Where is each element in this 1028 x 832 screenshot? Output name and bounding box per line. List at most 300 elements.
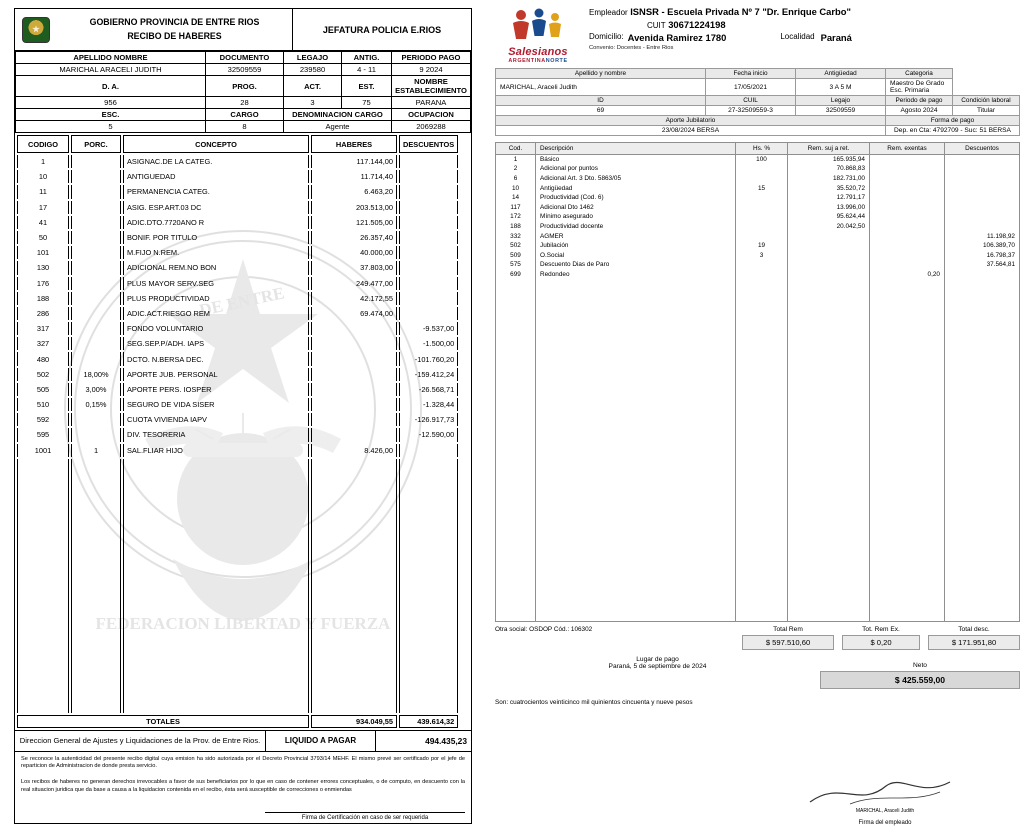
svg-text:DE ENTRE: DE ENTRE [197,283,287,320]
cell-hs [736,222,788,232]
logo-title: Salesianos [508,46,568,58]
cell-desc [945,270,1020,280]
cell-descuentos [399,170,458,183]
cell-haberes [311,398,397,411]
cell-rem: 182.731,00 [788,174,870,184]
col-apellido-nombre: Apellido y nombre [496,69,706,79]
cell-cod: 6 [496,174,536,184]
cell-exentas [870,164,945,174]
cell-porc [71,292,121,305]
right-receipt [495,6,1020,826]
cell-haberes: 26.357,40 [311,231,397,244]
cell-desc [945,212,1020,222]
cell-hs: 3 [736,250,788,260]
cell-codigo: 41 [17,216,69,229]
col-fecha-inicio: Fecha inicio [706,69,796,79]
cell-porc: 3,00% [71,383,121,396]
cell-rem: 20.042,50 [788,222,870,232]
cell-descuentos [399,185,458,198]
cell-concepto: DIV. TESORERIA [123,428,309,441]
table-row [17,383,458,396]
cell-codigo: 505 [17,383,69,396]
cell-descripcion: Productividad docente [536,222,736,232]
cell-haberes: 69.474,00 [311,307,397,320]
val-act: 3 [284,97,342,109]
cell-descripcion: Redondeo [536,270,736,280]
logo-subtitle-argentina: ARGENTINA [508,58,546,64]
col-periodo-pago: PERIODO PAGO [392,52,471,64]
cell-concepto: ADIC.DTO.7720ANO R [123,216,309,229]
col-antiguedad: Antigüedad [796,69,886,79]
total-rem-ex-box [842,626,920,650]
cell-descripcion: Adicional Dto 1462 [536,202,736,212]
cell-haberes: 117.144,00 [311,155,397,168]
cell-descripcion: Adicional por puntos [536,164,736,174]
legal-note-2: Los recibos de haberes no generan derechos irrevocables a favor de sus beneficiarios por lo que en caso de contener errores conceptuales, o de computo, en descuento con la real situacion juridica que da base a causa a la liquidacion contenida en el recibo, ésta será susceptible de correcciones o enmiendas [21,779,465,793]
cell-haberes: 40.000,00 [311,246,397,259]
neto-label: Neto [913,661,927,669]
cell-concepto: SAL.FLIAR HIJO [123,444,309,457]
totales-label: TOTALES [17,715,309,728]
cell-exentas [870,202,945,212]
cell-codigo: 101 [17,246,69,259]
cell-desc: 37.564,81 [945,260,1020,270]
cell-descuentos [399,231,458,244]
domicilio-value: Avenida Ramirez 1780 [627,32,727,43]
cell-porc [71,201,121,214]
cell-descuentos: -126.917,73 [399,413,458,426]
cell-porc [71,170,121,183]
cell-descuentos: -1.500,00 [399,337,458,350]
table-row [17,413,458,426]
salesianos-figures-icon [495,8,581,46]
cell-porc [71,322,121,335]
cell-cod: 332 [496,231,536,241]
total-desc-box [928,626,1020,650]
cell-cod: 509 [496,250,536,260]
table-row [17,261,458,274]
logo-subtitle [495,58,581,64]
cell-concepto: PERMANENCIA CATEG. [123,185,309,198]
table-row [17,428,458,441]
col-categoria: Categoria [886,69,953,79]
val-prog: 28 [206,97,284,109]
col-prog: PROG. [206,76,284,97]
col-est: EST. [342,76,392,97]
cell-concepto: M.FIJO N.REM. [123,246,309,259]
cell-exentas [870,193,945,203]
col-id: ID [496,96,706,106]
aporte-value: 23/08/2024 BERSA [496,126,886,136]
cell-descripcion: O.Social [536,250,736,260]
cell-descuentos [399,246,458,259]
cell-exentas [870,183,945,193]
neto-value: $ 425.559,00 [820,671,1020,689]
cell-descuentos [399,216,458,229]
total-rem-ex-label: Tot. Rem Ex. [862,625,900,633]
cell-porc [71,185,121,198]
cell-descuentos [399,444,458,457]
col-documento: DOCUMENTO [206,52,284,64]
signature-scribble-icon [790,774,980,808]
cell-haberes: 121.505,00 [311,216,397,229]
cell-desc [945,155,1020,165]
cell-concepto: FONDO VOLUNTARIO [123,322,309,335]
cell-haberes: 203.513,00 [311,201,397,214]
cell-concepto: ASIGNAC.DE LA CATEG. [123,155,309,168]
legal-note-1: Se reconoce la autenticidad del presente recibo digital cuya emision ha sido autorizada por el Decreto Provincial 3793/14 MEHF. El mismo prevé ser certificado por el jefe de reparticion de Administracion de donde presta servicio. [21,755,465,770]
forma-pago-value: Dep. en Cta: 4792709 - Suc: 51 BERSA [886,126,1020,136]
col-porc: PORC. [71,135,121,153]
totales-haberes: 934.049,55 [311,715,397,728]
localidad-label: Localidad [780,32,815,41]
cell-codigo: 188 [17,292,69,305]
cell-rem: 12.791,17 [788,193,870,203]
val-cargo: 8 [206,121,284,133]
totals-row [17,715,458,728]
table-row [17,231,458,244]
logo-subtitle-norte: NORTE [545,58,568,64]
cell-concepto: ANTIGUEDAD [123,170,309,183]
table-row [496,164,1020,174]
cell-descuentos [399,261,458,274]
cell-haberes: 8.426,00 [311,444,397,457]
cell-codigo: 480 [17,352,69,365]
cell-cod: 172 [496,212,536,222]
cell-porc: 1 [71,444,121,457]
val-da: 956 [16,97,206,109]
employer-line [589,6,1020,17]
cell-cod: 10 [496,183,536,193]
table-row [16,76,471,97]
val-ocupacion: 2069288 [392,121,471,133]
total-desc-label: Total desc. [958,625,990,633]
cell-codigo: 317 [17,322,69,335]
table-row [496,96,1020,106]
cell-concepto: BONIF. POR TITULO [123,231,309,244]
cell-desc [945,183,1020,193]
cell-codigo: 327 [17,337,69,350]
cell-exentas [870,241,945,251]
col-cod: Cod. [496,143,536,155]
table-row [16,64,471,76]
col-ocupacion: OCUPACION [392,109,471,121]
cuit-line [589,19,1020,30]
table-row [496,116,1020,126]
cell-concepto: PLUS MAYOR SERV.SEG [123,277,309,290]
col-condicion-laboral: Condición laboral [953,96,1020,106]
cell-concepto: APORTE JUB. PERSONAL [123,368,309,381]
lugar-label: Lugar de pago [636,655,679,663]
table-row [496,202,1020,212]
cell-hs [736,231,788,241]
cell-haberes: 37.803,00 [311,261,397,274]
col-descuentos: Descuentos [945,143,1020,155]
col-cargo: CARGO [206,109,284,121]
cell-hs [736,270,788,280]
cell-cod: 699 [496,270,536,280]
col-rem-suj-ret: Rem. suj a ret. [788,143,870,155]
domicilio-label: Domicilio: [589,32,624,41]
table-row [16,109,471,121]
total-rem-label: Total Rem [773,625,803,633]
forma-pago-label: Forma de pago [886,116,1020,126]
val-categoria: Maestro De Grado Esc. Primaria [886,79,953,96]
cell-cod: 188 [496,222,536,232]
liquido-row [15,730,471,752]
liquido-org: Direccion General de Ajustes y Liquidaciones de la Prov. de Entre Rios. [15,731,266,751]
spacer-row [17,459,458,713]
table-row [496,183,1020,193]
cell-desc: 106.389,70 [945,241,1020,251]
cell-porc: 18,00% [71,368,121,381]
cell-concepto: DCTO. N.BERSA DEC. [123,352,309,365]
col-da: D. A. [16,76,206,97]
cell-concepto: PLUS PRODUCTIVIDAD [123,292,309,305]
cell-porc [71,277,121,290]
cell-descuentos: -12.590,00 [399,428,458,441]
signature-name: MARICHAL, Araceli Judith [855,808,915,814]
cell-desc [945,222,1020,232]
col-cuil: CUIL [706,96,796,106]
cell-concepto: ADIC.ACT.RIESGO REM [123,307,309,320]
cell-hs [736,174,788,184]
col-rem-exentas: Rem. exentas [870,143,945,155]
table-row [16,52,471,64]
cell-hs [736,202,788,212]
col-act: ACT. [284,76,342,97]
total-desc-value: $ 171.951,80 [928,635,1020,650]
left-header [15,9,471,51]
cell-descripcion: AGMER [536,231,736,241]
cell-codigo: 17 [17,201,69,214]
cell-haberes: 249.477,00 [311,277,397,290]
val-cuil: 27-32509559-3 [706,106,796,116]
convenio-line: Convenio: Docentes - Entre Rios [589,45,674,51]
cell-descripcion: Productividad (Cod. 6) [536,193,736,203]
table-row [17,307,458,320]
cell-rem: 70.868,83 [788,164,870,174]
employer-info [581,6,1020,51]
cell-rem: 95.624,44 [788,212,870,222]
cell-codigo: 595 [17,428,69,441]
cell-exentas [870,155,945,165]
lugar-value: Paraná, 5 de septiembre de 2024 [608,662,707,670]
table-row [17,368,458,381]
cell-codigo: 502 [17,368,69,381]
total-rem-ex-value: $ 0,20 [842,635,920,650]
val-nombre-establecimiento: PARANA [392,97,471,109]
val-fecha-inicio: 17/05/2021 [706,79,796,96]
cell-descuentos [399,277,458,290]
cell-cod: 14 [496,193,536,203]
table-row [16,97,471,109]
cell-descuentos [399,307,458,320]
cell-haberes [311,337,397,350]
cell-desc [945,202,1020,212]
cell-desc [945,193,1020,203]
table-row [496,193,1020,203]
cell-hs [736,193,788,203]
domicilio-line [589,32,1020,43]
total-rem-box [742,626,834,650]
cell-porc [71,307,121,320]
col-descuentos: DESCUENTOS [399,135,458,153]
table-row [17,337,458,350]
col-codigo: CODIGO [17,135,69,153]
concepts-body [15,133,471,730]
cell-porc [71,337,121,350]
val-est: 75 [342,97,392,109]
table-row [16,121,471,133]
val-legajo: 239580 [284,64,342,76]
cell-exentas [870,260,945,270]
aporte-jubilatorio-label: Aporte Jubilatorio [496,116,886,126]
table-row [496,241,1020,251]
cell-exentas [870,222,945,232]
table-row [17,352,458,365]
cell-desc: 11.198,92 [945,231,1020,241]
table-row [17,185,458,198]
cell-descripcion: Mínimo asegurado [536,212,736,222]
left-header-org [15,9,293,50]
cell-hs [736,260,788,270]
salesianos-logo [495,6,581,64]
cell-cod: 502 [496,241,536,251]
val-condicion-laboral: Titular [953,106,1020,116]
cell-descripcion: Básico [536,155,736,165]
signature-caption: Firma del empleado [858,820,912,826]
cell-haberes: 42.172,55 [311,292,397,305]
cell-descuentos [399,201,458,214]
cell-codigo: 510 [17,398,69,411]
val-antig: 4 - 11 [342,64,392,76]
cell-codigo: 10 [17,170,69,183]
table-row [496,260,1020,270]
table-row [17,246,458,259]
cell-concepto: APORTE PERS. IOSPER [123,383,309,396]
cell-cod: 1 [496,155,536,165]
org-line-2: RECIBO DE HABERES [127,30,222,41]
cell-hs [736,164,788,174]
cell-concepto: CUOTA VIVIENDA IAPV [123,413,309,426]
cell-exentas [870,231,945,241]
amount-in-words: Son: cuatrocientos veinticinco mil quinientos cincuenta y nueve pesos [495,698,693,706]
cell-haberes: 6.463,20 [311,185,397,198]
certification-signature-block [265,812,465,821]
cell-descuentos [399,155,458,168]
col-hs-porc: Hs. % [736,143,788,155]
cell-descripcion: Jubilación [536,241,736,251]
cell-codigo: 11 [17,185,69,198]
otra-social: Otra social: OSDOP Cód.: 106302 [495,625,593,633]
cell-concepto: ADICIONAL REM.NO BON [123,261,309,274]
val-periodo-pago: 9 2024 [392,64,471,76]
table-row [496,174,1020,184]
cell-haberes [311,428,397,441]
cell-cod: 117 [496,202,536,212]
lugar-de-pago-block [495,656,820,689]
cell-desc [945,174,1020,184]
cell-haberes [311,368,397,381]
cuit-value: 30671224198 [668,19,726,30]
table-row [496,79,1020,96]
cell-descuentos: -26.568,71 [399,383,458,396]
table-row [496,126,1020,136]
col-nombre-establecimiento: NOMBRE ESTABLECIMIENTO [392,76,471,97]
cell-exentas [870,174,945,184]
val-legajo: 32509559 [796,106,886,116]
table-row [17,292,458,305]
cell-rem [788,270,870,280]
val-periodo-pago: Agosto 2024 [886,106,953,116]
cell-porc [71,246,121,259]
cell-hs [736,212,788,222]
cell-porc [71,352,121,365]
table-row [496,106,1020,116]
cell-descuentos: -101.760,20 [399,352,458,365]
cell-descuentos: -9.537,00 [399,322,458,335]
table-row [496,270,1020,280]
cell-cod: 575 [496,260,536,270]
table-row [17,277,458,290]
unit-title: JEFATURA POLICIA E.RIOS [322,24,442,35]
certification-signature-label: Firma de Certificación en caso de ser requerida [265,812,465,821]
cell-codigo: 1001 [17,444,69,457]
detail-filler-row [496,279,1020,621]
table-row [496,212,1020,222]
cell-rem: 35.520,72 [788,183,870,193]
cell-hs: 15 [736,183,788,193]
cell-exentas: 0,20 [870,270,945,280]
cell-haberes [311,352,397,365]
table-row [496,69,1020,79]
cell-porc: 0,15% [71,398,121,411]
cell-codigo: 50 [17,231,69,244]
val-esc: 5 [16,121,206,133]
col-legajo: Legajo [796,96,886,106]
table-row [496,250,1020,260]
col-concepto: CONCEPTO [123,135,309,153]
cell-hs: 100 [736,155,788,165]
cell-rem [788,250,870,260]
col-esc: ESC. [16,109,206,121]
col-apellido-nombre: APELLIDO NOMBRE [16,52,206,64]
cell-exentas [870,250,945,260]
cell-rem [788,260,870,270]
table-row [17,216,458,229]
col-periodo-pago: Periodo de pago [886,96,953,106]
cell-rem: 13.996,00 [788,202,870,212]
cell-descuentos: -1.328,44 [399,398,458,411]
cell-haberes [311,322,397,335]
table-row [17,322,458,335]
detail-header-row [496,143,1020,155]
table-row [496,231,1020,241]
cell-porc [71,231,121,244]
table-row [496,155,1020,165]
cell-rem [788,231,870,241]
total-rem-value: $ 597.510,60 [742,635,834,650]
cell-porc [71,428,121,441]
cell-haberes: 11.714,40 [311,170,397,183]
val-antiguedad: 3 A 5 M [796,79,886,96]
localidad-value: Paraná [820,32,852,43]
left-receipt [14,8,472,824]
liquido-label: LIQUIDO A PAGAR [266,731,376,751]
cell-cod: 2 [496,164,536,174]
cell-porc [71,261,121,274]
